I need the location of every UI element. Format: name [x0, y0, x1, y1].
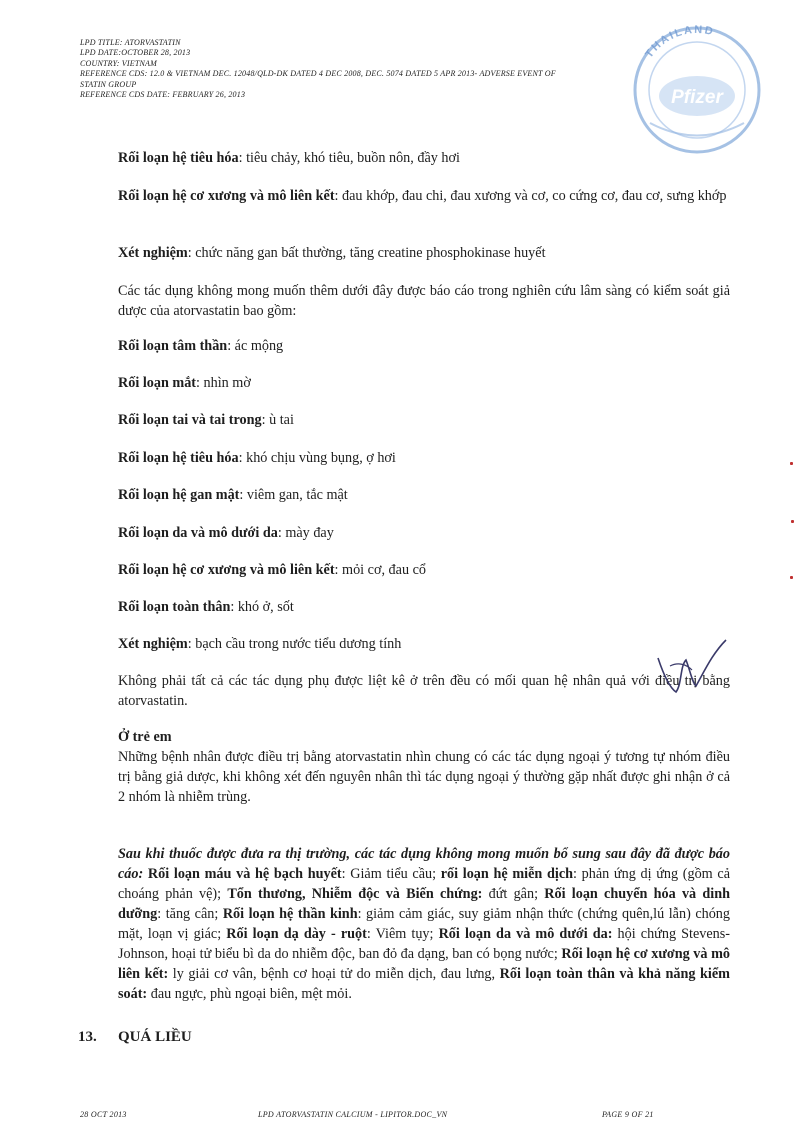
adverse-item-4: Rối loạn tâm thần: ác mộng	[118, 338, 284, 354]
margin-mark	[791, 520, 794, 523]
pfizer-stamp-icon	[612, 18, 782, 158]
section-title: QUÁ LIỀU	[118, 1029, 192, 1045]
causality-paragraph: Không phải tất cả các tác dụng phụ được liệt kê ở trên đều có mối quan hệ nhân quả với điều trị bằng atorvastatin.	[118, 673, 730, 709]
adverse-item-2: Rối loạn hệ cơ xương và mô liên kết: đau khớp, đau chi, đau xương và cơ, co cứng cơ, đau cơ, sưng khớp	[118, 188, 727, 204]
adverse-item-8: Rối loạn hệ gan mật: viêm gan, tắc mật	[118, 487, 348, 503]
footer-date: 28 OCT 2013	[80, 1110, 127, 1119]
children-heading: Ở trẻ em	[118, 729, 172, 745]
children-text: Những bệnh nhân được điều trị bằng atorvastatin nhìn chung có các tác dụng ngoại ý tương tự nhóm điều trị bằng giả dược, khi không xét đến nguyên nhân thì tác dụng ngoại ý thường gặp nhất được ghi nhận ở cả 2 nhóm là nhiễm trùng.	[118, 749, 730, 805]
header-title: LPD TITLE: ATORVASTATIN	[80, 38, 181, 47]
header-date: LPD DATE:OCTOBER 28, 2013	[80, 48, 191, 58]
stamp-brand: Pfizer	[671, 87, 723, 108]
header-reference-cont: STATIN GROUP	[80, 79, 137, 89]
stamp-ring-text: THAILAND	[643, 23, 716, 61]
header-country: COUNTRY: VIETNAM	[80, 58, 157, 68]
intro-paragraph: Các tác dụng không mong muốn thêm dưới đây được báo cáo trong nghiên cứu lâm sàng có kiểm soát giả dược của atorvastatin bao gồm:	[118, 283, 730, 319]
adverse-item-3: Xét nghiệm: chức năng gan bất thường, tăng creatine phosphokinase huyết	[118, 245, 546, 261]
adverse-item-7: Rối loạn hệ tiêu hóa: khó chịu vùng bụng, ợ hơi	[118, 450, 396, 466]
adverse-item-9: Rối loạn da và mô dưới da: mày đay	[118, 525, 334, 541]
postmarketing-paragraph: Sau khi thuốc được đưa ra thị trường, các tác dụng không mong muốn bổ sung sau đây đã được báo cáo: Rối loạn máu và hệ bạch huyết: Giảm tiểu cầu; rối loạn hệ miễn dịch: phản ứng dị ứng (gồm cả choáng phản vệ); Tổn thương, Nhiễm độc và Biến chứng: đứt gân; Rối loạn chuyển hóa và dinh dưỡng: tăng cân; Rối loạn hệ thần kinh: giảm cảm giác, suy giảm nhận thức (chứng quên,lú lẫn) chóng mặt, loạn vị giác; Rối loạn dạ dày - ruột: Viêm tụy; Rối loạn da và mô dưới da: hội chứng Stevens-Johnson, hoại tử biểu bì da do nhiễm độc, ban đỏ đa dạng, ban có bọng nước; Rối loạn hệ cơ xương và mô liên kết: ly giải cơ vân, bệnh cơ hoại tử do miễn dịch, đau lưng, Rối loạn toàn thân và khả năng kiểm soát: đau ngực, phù ngoại biên, mệt mỏi.	[118, 846, 731, 1002]
adverse-item-1: Rối loạn hệ tiêu hóa: tiêu chảy, khó tiêu, buồn nôn, đầy hơi	[118, 150, 460, 166]
header-reference: REFERENCE CDS: 12.0 & VIETNAM DEC. 12048/QLD-DK DATED 4 DEC 2008, DEC. 5074 DATED 5 APR 2013- ADVERSE EVENT OF	[80, 69, 556, 79]
signature-icon	[652, 636, 732, 706]
footer-document: LPD ATORVASTATIN CALCIUM - LIPITOR.DOC_VN	[258, 1110, 448, 1119]
footer-page: PAGE 9 OF 21	[602, 1110, 654, 1119]
adverse-item-6: Rối loạn tai và tai trong: ù tai	[118, 412, 294, 428]
children-section	[118, 727, 730, 807]
header-reference-date: REFERENCE CDS DATE: FEBRUARY 26, 2013	[80, 90, 246, 100]
adverse-item-11: Rối loạn toàn thân: khó ở, sốt	[118, 599, 294, 615]
margin-mark	[790, 576, 793, 579]
section-heading	[78, 1029, 192, 1046]
margin-mark	[790, 462, 793, 465]
adverse-item-12: Xét nghiệm: bạch cầu trong nước tiểu dương tính	[118, 636, 402, 652]
adverse-item-10: Rối loạn hệ cơ xương và mô liên kết: mỏi cơ, đau cổ	[118, 562, 426, 578]
postmarketing-intro: Sau khi thuốc được đưa ra thị trường, các tác dụng không mong muốn bổ sung sau đây đã được báo cáo:	[118, 846, 730, 882]
adverse-item-5: Rối loạn mắt: nhìn mờ	[118, 375, 251, 391]
section-number: 13.	[78, 1029, 97, 1045]
